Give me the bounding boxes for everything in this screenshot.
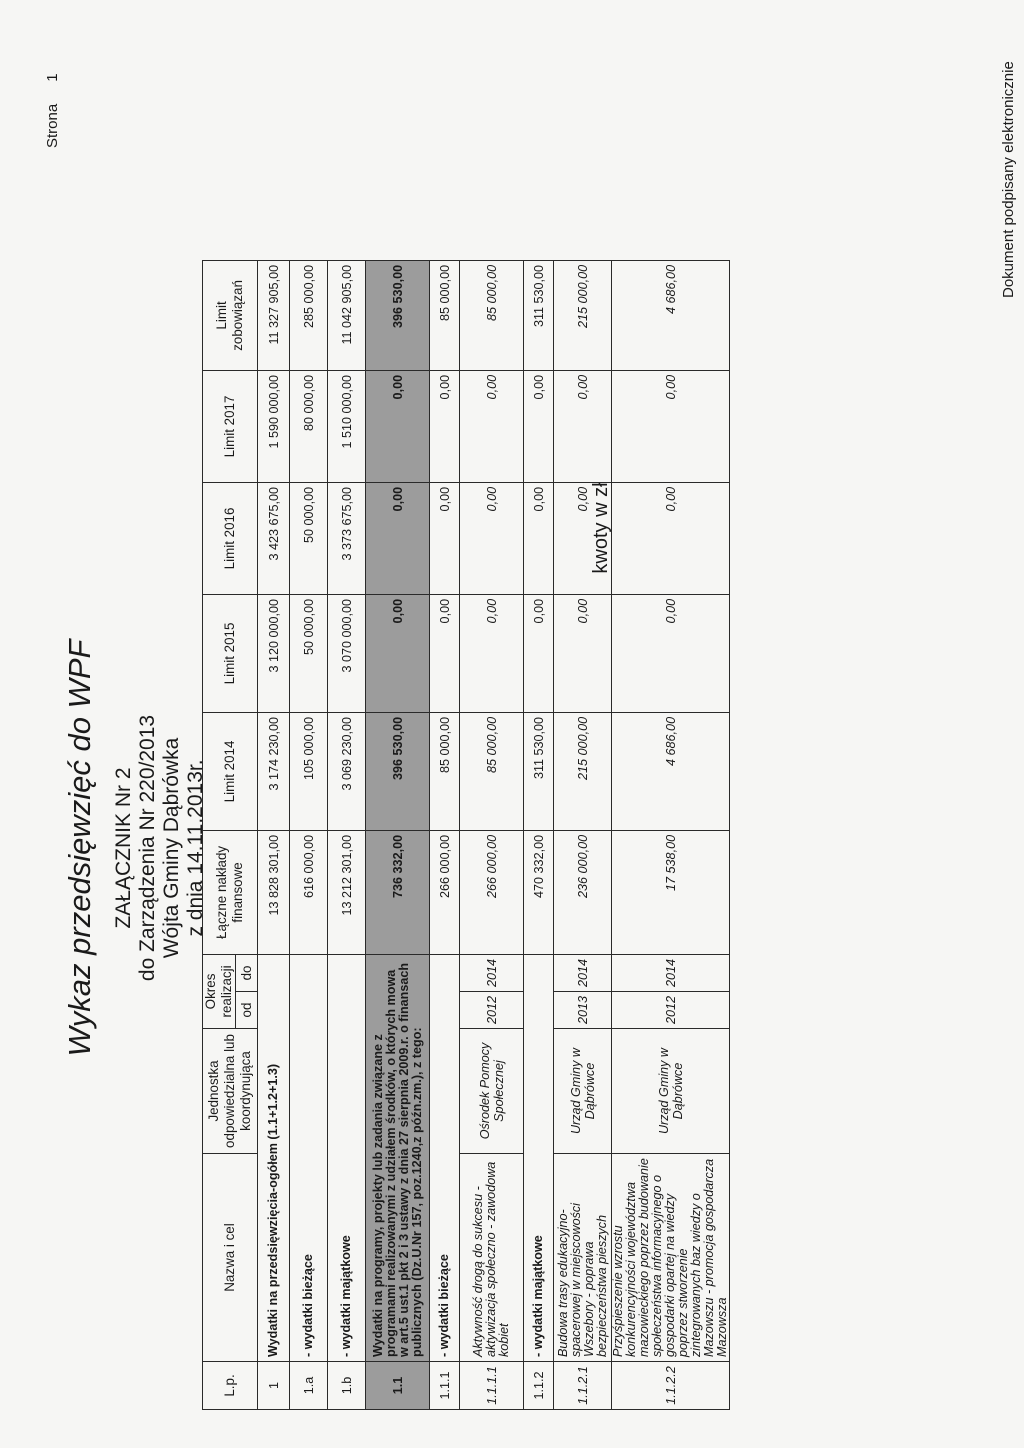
cell-y2014: 215 000,00 — [554, 712, 612, 830]
table-row — [258, 260, 290, 1409]
col-2016-header: Limit 2016 — [203, 482, 258, 594]
units-note: kwoty w zł — [590, 482, 612, 574]
cell-y2017: 1 590 000,00 — [258, 370, 290, 482]
table-row — [290, 260, 328, 1409]
ordinance-label: do Zarządzenia Nr 220/2013 — [136, 714, 159, 982]
cell-y2016: 50 000,00 — [290, 482, 328, 594]
cell-limit: 85 000,00 — [460, 260, 524, 370]
cell-lp: 1.1.2.1 — [554, 1362, 612, 1410]
cell-total: 236 000,00 — [554, 830, 612, 954]
table-row — [430, 260, 460, 1409]
cell-name: Przyśpieszenie wzrostu konkurencyjności województwa mazowieckiego poprzez budowanie społeczeństwa informacyjnego o gospodarki opartej na wiedzy poprzez stworzenie zintegrowanych baz wiedzy o Mazowszu - promocja gospodarcza Mazowsza — [612, 1154, 730, 1362]
col-lp-header: L.p. — [203, 1362, 258, 1410]
issuer-label: Wójta Gminy Dąbrówka — [160, 737, 183, 959]
cell-y2017: 80 000,00 — [290, 370, 328, 482]
page-label: Strona — [44, 103, 61, 148]
date-label: z dnia 14.11.2013r. — [184, 759, 207, 937]
annex-label: ZAŁĄCZNIK Nr 2 — [112, 767, 135, 929]
signature-note: Dokument podpisany elektronicznie — [1000, 61, 1017, 298]
cell-total: 470 332,00 — [524, 830, 554, 954]
cell-y2015: 50 000,00 — [290, 594, 328, 712]
cell-total: 266 000,00 — [460, 830, 524, 954]
cell-total: 616 000,00 — [290, 830, 328, 954]
cell-y2015: 0,00 — [430, 594, 460, 712]
cell-lp: 1.1.1 — [430, 1362, 460, 1410]
table-row — [328, 260, 366, 1409]
cell-y2014: 3 174 230,00 — [258, 712, 290, 830]
cell-name: Budowa trasy edukacyjno-spacerowej w miejscowości Wszebory - poprawa bezpieczeństwa pieszych — [554, 1154, 612, 1362]
cell-y2015: 3 070 000,00 — [328, 594, 366, 712]
cell-name: - wydatki bieżące — [430, 954, 460, 1361]
cell-y2016: 0,00 — [554, 482, 612, 594]
cell-y2015: 0,00 — [460, 594, 524, 712]
cell-lp: 1.1.2 — [524, 1362, 554, 1410]
cell-y2015: 0,00 — [366, 594, 430, 712]
cell-name: Wydatki na przedsięwzięcia-ogółem (1.1+1.2+1.3) — [258, 954, 290, 1361]
cell-total: 13 828 301,00 — [258, 830, 290, 954]
cell-y2017: 0,00 — [554, 370, 612, 482]
document-title: Wykaz przedsięwzięć do WPF — [62, 639, 97, 1057]
cell-lp: 1.1.1.1 — [460, 1362, 524, 1410]
cell-to: 2014 — [612, 954, 730, 991]
col-from-header: od — [236, 991, 258, 1028]
cell-limit: 215 000,00 — [554, 260, 612, 370]
page-number — [44, 73, 61, 148]
col-to-header: do — [236, 954, 258, 991]
cell-limit: 4 686,00 — [612, 260, 730, 370]
cell-y2014: 311 530,00 — [524, 712, 554, 830]
cell-y2014: 396 530,00 — [366, 712, 430, 830]
cell-limit: 396 530,00 — [366, 260, 430, 370]
cell-y2015: 3 120 000,00 — [258, 594, 290, 712]
cell-from: 2012 — [460, 991, 524, 1028]
col-total-header: Łączne nakłady finansowe — [203, 830, 258, 954]
cell-y2015: 0,00 — [554, 594, 612, 712]
cell-limit: 11 042 905,00 — [328, 260, 366, 370]
col-2015-header: Limit 2015 — [203, 594, 258, 712]
table-row — [612, 260, 730, 1409]
cell-total: 266 000,00 — [430, 830, 460, 954]
page-number-value: 1 — [44, 73, 61, 82]
cell-y2017: 0,00 — [612, 370, 730, 482]
cell-name: Aktywność drogą do sukcesu - aktywizacja społeczno - zawodowa kobiet — [460, 1154, 524, 1362]
table-row — [524, 260, 554, 1409]
cell-name: - wydatki bieżące — [290, 954, 328, 1361]
cell-name: - wydatki majątkowe — [328, 954, 366, 1361]
cell-y2015: 0,00 — [612, 594, 730, 712]
cell-from: 2013 — [554, 991, 612, 1028]
cell-y2017: 0,00 — [430, 370, 460, 482]
cell-y2016: 3 373 675,00 — [328, 482, 366, 594]
cell-limit: 85 000,00 — [430, 260, 460, 370]
cell-total: 736 332,00 — [366, 830, 430, 954]
cell-from: 2012 — [612, 991, 730, 1028]
cell-limit: 311 530,00 — [524, 260, 554, 370]
cell-y2014: 85 000,00 — [430, 712, 460, 830]
col-2017-header: Limit 2017 — [203, 370, 258, 482]
col-name-header: Nazwa i cel — [203, 1154, 258, 1362]
cell-unit: Urząd Gminy w Dąbrówce — [612, 1029, 730, 1154]
cell-total: 13 212 301,00 — [328, 830, 366, 954]
table-row — [366, 260, 430, 1409]
table-row — [460, 260, 524, 1409]
cell-name: - wydatki majątkowe — [524, 954, 554, 1361]
cell-unit: Urząd Gminy w Dąbrówce — [554, 1029, 612, 1154]
cell-lp: 1.b — [328, 1362, 366, 1410]
cell-y2016: 0,00 — [460, 482, 524, 594]
cell-lp: 1.a — [290, 1362, 328, 1410]
cell-lp: 1.1 — [366, 1362, 430, 1410]
cell-total: 17 538,00 — [612, 830, 730, 954]
col-2014-header: Limit 2014 — [203, 712, 258, 830]
cell-y2014: 4 686,00 — [612, 712, 730, 830]
cell-y2016: 0,00 — [366, 482, 430, 594]
cell-y2016: 0,00 — [524, 482, 554, 594]
col-period-header: Okres realizacji — [203, 954, 236, 1028]
cell-limit: 11 327 905,00 — [258, 260, 290, 370]
cell-y2017: 0,00 — [366, 370, 430, 482]
cell-y2017: 0,00 — [460, 370, 524, 482]
cell-y2016: 0,00 — [612, 482, 730, 594]
cell-unit: Ośrodek Pomocy Społecznej — [460, 1029, 524, 1154]
cell-y2014: 3 069 230,00 — [328, 712, 366, 830]
cell-y2014: 85 000,00 — [460, 712, 524, 830]
projects-table — [202, 260, 730, 1410]
col-limit-header: Limit zobowiązań — [203, 260, 258, 370]
cell-to: 2014 — [554, 954, 612, 991]
cell-y2014: 105 000,00 — [290, 712, 328, 830]
cell-y2017: 0,00 — [524, 370, 554, 482]
cell-y2016: 3 423 675,00 — [258, 482, 290, 594]
cell-y2017: 1 510 000,00 — [328, 370, 366, 482]
cell-to: 2014 — [460, 954, 524, 991]
table-row — [554, 260, 612, 1409]
cell-lp: 1.1.2.2 — [612, 1362, 730, 1410]
cell-y2016: 0,00 — [430, 482, 460, 594]
cell-lp: 1 — [258, 1362, 290, 1410]
cell-y2015: 0,00 — [524, 594, 554, 712]
cell-limit: 285 000,00 — [290, 260, 328, 370]
cell-name: Wydatki na programy, projekty lub zadania związane z programami realizowanymi z udziałem środków, o których mowa w art.5 ust.1 pkt 2 i 3 ustawy z dnia 27 sierpnia 2009.r. o finansach publicznych (Dz.U.Nr 157, poz.1240,z późn.zm.), z tego: — [366, 954, 430, 1361]
col-unit-header: Jednostka odpowiedzialna lub koordynująca — [203, 1029, 258, 1154]
